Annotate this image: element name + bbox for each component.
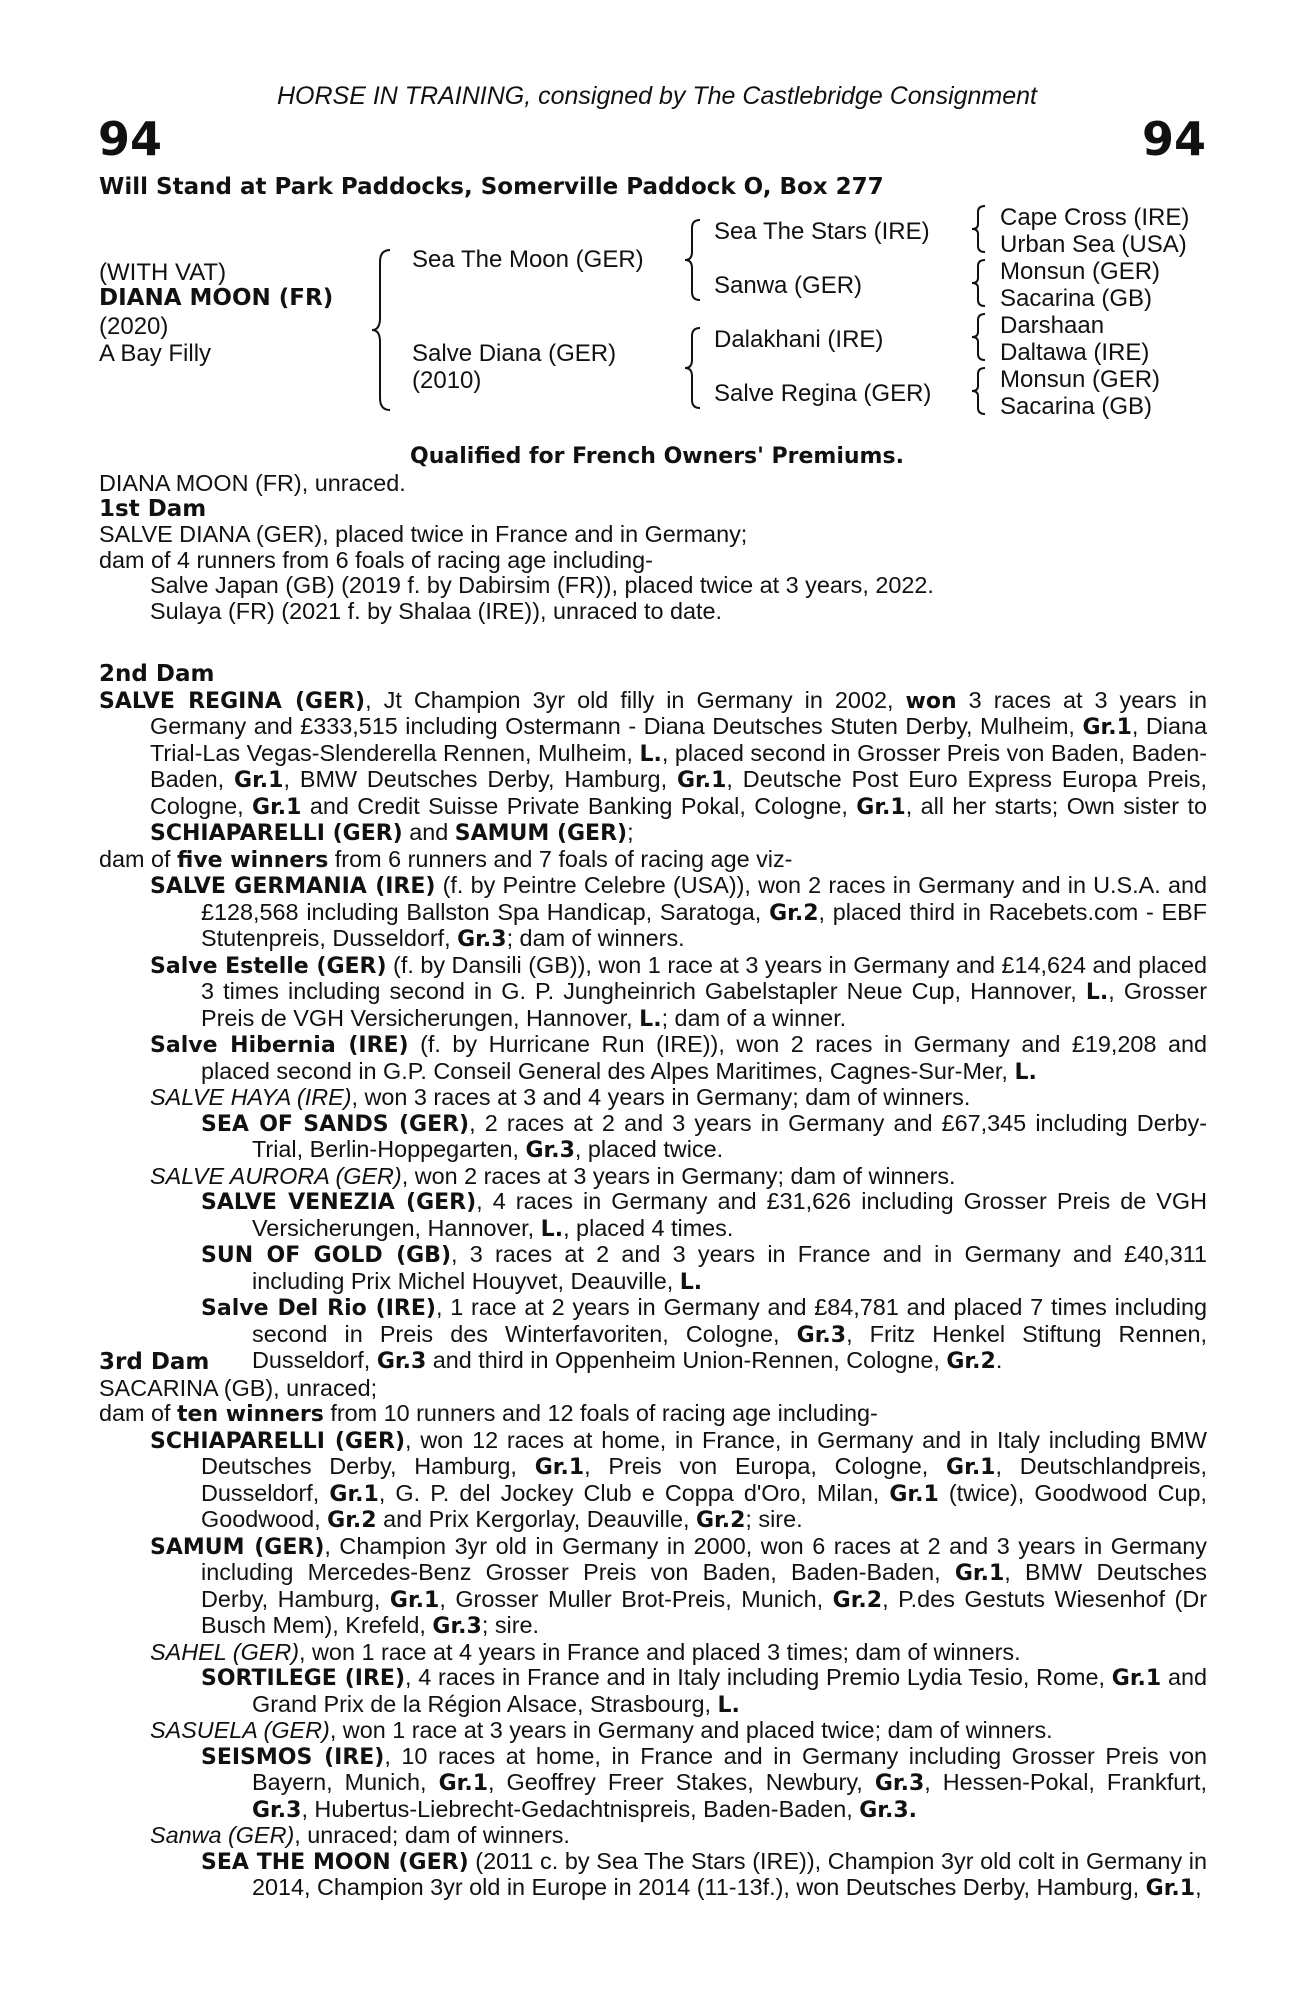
second-dam-section <box>99 662 1207 1375</box>
text: , Jt Champion 3yr old filly in Germany in 2002, <box>365 686 906 713</box>
text: , won 1 race at 4 years in France and placed 3 times; dam of winners. <box>299 1638 1021 1665</box>
grade-label: Gr.3 <box>252 1797 302 1823</box>
text: , placed third in Racebets.com - EBF Stutenpreis, Dusseldorf, <box>201 898 1207 951</box>
grade-label: Gr.3. <box>859 1797 918 1823</box>
text: , BMW Deutsches Derby, Hamburg, <box>201 1559 1207 1612</box>
listed-label: L. <box>717 1692 740 1718</box>
text: , all her starts; Own sister to <box>905 792 1207 819</box>
produce-entry <box>99 1032 1207 1085</box>
stand-location: Will Stand at Park Paddocks, Somerville Paddock O, Box 277 <box>99 174 884 200</box>
produce-entry: Salve Japan (GB) (2019 f. by Dabirsim (FR)), placed twice at 3 years, 2022. <box>150 572 934 598</box>
grade-label: Gr.1 <box>1145 1876 1196 1901</box>
grade-label: Gr.3 <box>376 1349 427 1374</box>
produce-entry <box>99 1534 1207 1640</box>
grade-label: Gr.2 <box>946 1349 996 1374</box>
grade-label: Gr.1 <box>389 1587 440 1613</box>
second-dam-produce-line <box>99 847 1207 874</box>
grade-label: Gr.1 <box>329 1481 379 1507</box>
grandproduce-entry <box>99 1242 1207 1295</box>
pedigree-brace-dam <box>683 326 703 410</box>
grade-label: Gr.1 <box>676 768 727 793</box>
text: , won 3 races at 3 and 4 years in Germany; dam of winners. <box>351 1084 971 1110</box>
listed-label: L. <box>1014 1059 1037 1085</box>
vat-note: (WITH VAT) <box>99 259 227 286</box>
text: , 4 races in Germany and £31,626 including Grosser Preis de VGH Versicherungen, Hannover, <box>252 1188 1207 1241</box>
grade-label: Gr.2 <box>832 1587 883 1613</box>
produce-entry: Sulaya (FR) (2021 f. by Shalaa (IRE)), unraced to date. <box>150 597 723 624</box>
text: and Credit Suisse Private Banking Pokal, Cologne, <box>301 792 857 819</box>
horse-name: SALVE REGINA (GER) <box>99 688 366 714</box>
pedigree-ss: Sea The Stars (IRE) <box>714 218 930 245</box>
horse-name: Salve Hibernia (IRE) <box>150 1033 409 1058</box>
first-dam-section <box>99 471 1207 624</box>
horse-year: (2020) <box>99 313 169 340</box>
text: ; sire. <box>745 1506 803 1532</box>
pedigree-brace-sd <box>970 258 988 308</box>
grade-label: Gr.3 <box>796 1322 847 1348</box>
grade-label: Gr.1 <box>534 1455 585 1480</box>
horse-name: SAHEL (GER) <box>150 1638 300 1665</box>
pedigree-dsd: Daltawa (IRE) <box>1000 339 1150 366</box>
grade-label: Gr.1 <box>889 1481 939 1507</box>
text: ; dam of a winner. <box>661 1004 847 1031</box>
text: , Deutsche Post Euro Express Europa Preis, Cologne, <box>150 766 1207 819</box>
horse-name: Salve Del Rio (IRE) <box>201 1296 436 1321</box>
horse-name: SCHIAPARELLI (GER) <box>150 821 403 846</box>
listed-label: L. <box>1085 980 1109 1005</box>
horse-name: SUN OF GOLD (GB) <box>201 1243 452 1268</box>
grandproduce-entry <box>99 1665 1207 1718</box>
text: and third in Oppenheim Union-Rennen, Cologne, <box>426 1347 947 1373</box>
text: . <box>995 1347 1003 1373</box>
pedigree-brace-dd <box>970 366 988 416</box>
produce-entry <box>99 1718 1207 1744</box>
text: , Diana Trial-Las Vegas-Slenderella Rennen, Mulheim, <box>150 713 1207 766</box>
horse-name: SORTILEGE (IRE) <box>201 1666 406 1691</box>
pedigree-ds: Dalakhani (IRE) <box>714 326 884 353</box>
pedigree-sds: Monsun (GER) <box>1000 258 1161 285</box>
grade-label: Gr.1 <box>856 794 906 820</box>
text: , P.des Gestuts Wiesenhof (Dr Busch Mem), Krefeld, <box>201 1585 1208 1638</box>
pedigree-brace-main <box>370 248 394 412</box>
horse-name: SAMUM (GER) <box>454 821 628 846</box>
listed-label: L. <box>679 1269 703 1295</box>
text: from 10 runners and 12 foals of racing age including- <box>323 1400 878 1426</box>
grade-label: Gr.1 <box>1082 715 1132 740</box>
grade-label: Gr.3 <box>874 1771 925 1796</box>
grandproduce-entry <box>99 1849 1207 1902</box>
catalogue-header: HORSE IN TRAINING, consigned by The Castlebridge Consignment <box>276 82 1038 110</box>
text: dam of <box>99 1400 178 1426</box>
text: , <box>1195 1874 1202 1900</box>
horse-name: SALVE AURORA (GER) <box>150 1162 402 1189</box>
text: , G. P. del Jockey Club e Coppa d'Oro, Milan, <box>378 1479 890 1506</box>
grandproduce-entry <box>99 1111 1207 1164</box>
text: 3 races at 3 years in Germany and £333,515 including Ostermann - Diana Deutsches Stuten Derby, Mulheim, <box>150 686 1207 739</box>
text: and Prix Kergorlay, Deauville, <box>376 1506 696 1532</box>
horse-name: SCHIAPARELLI (GER) <box>150 1428 406 1454</box>
pedigree-ssd: Urban Sea (USA) <box>1000 231 1187 258</box>
grade-label: Gr.2 <box>695 1508 746 1533</box>
text: (f. by Peintre Celebre (USA)), won 2 races in Germany and in U.S.A. and £128,568 including Ballston Spa Handicap, Saratoga, <box>201 872 1207 925</box>
text: (twice), Goodwood Cup, Goodwood, <box>201 1479 1207 1532</box>
grade-label: Gr.3 <box>457 927 507 952</box>
listed-label: L. <box>639 741 662 767</box>
lot-number-left: 94 <box>98 112 163 166</box>
grandproduce-entry <box>99 1189 1207 1242</box>
grade-label: Gr.1 <box>438 1771 488 1796</box>
winners-count: five winners <box>177 847 329 873</box>
pedigree-dam-year: (2010) <box>412 367 482 394</box>
pedigree-dds: Monsun (GER) <box>1000 366 1161 393</box>
third-dam-section <box>99 1350 1207 1902</box>
text: (f. by Hurricane Run (IRE)), won 2 races in Germany and £19,208 and placed second in G.P. Conseil General des Alpes Maritimes, Cagnes-Sur-Mer, <box>201 1031 1207 1084</box>
horse-description: A Bay Filly <box>99 340 212 367</box>
produce-entry <box>99 1640 1207 1666</box>
second-dam-entry <box>99 688 1207 847</box>
third-dam-line: SACARINA (GB), unraced; <box>99 1374 378 1401</box>
first-dam-produce-line: dam of 4 runners from 6 foals of racing age including- <box>99 546 653 573</box>
text: , Grosser Muller Brot-Preis, Munich, <box>439 1585 833 1612</box>
text: , placed twice. <box>574 1136 724 1162</box>
text: , Deutschlandpreis, Dusseldorf, <box>201 1453 1207 1506</box>
listed-label: L. <box>540 1216 564 1242</box>
pedigree-sd: Sanwa (GER) <box>714 272 863 299</box>
text: from 6 runners and 7 foals of racing age viz- <box>328 845 793 872</box>
winners-count: ten winners <box>177 1402 324 1427</box>
text: , 3 races at 2 and 3 years in France and in Germany and £40,311 including Prix Michel Houyvet, Deauville, <box>252 1241 1207 1294</box>
grade-label: Gr.1 <box>954 1561 1005 1586</box>
grade-label: Gr.2 <box>769 900 819 926</box>
horse-name: SEISMOS (IRE) <box>201 1744 385 1770</box>
grade-label: Gr.1 <box>252 794 302 820</box>
pedigree-brace-ss <box>970 204 988 254</box>
produce-entry <box>99 873 1207 953</box>
horse-name: SALVE VENEZIA (GER) <box>201 1190 477 1215</box>
first-dam-heading: 1st Dam <box>99 495 207 522</box>
won-label: won <box>905 688 957 714</box>
horse-name: SALVE GERMANIA (IRE) <box>150 874 436 899</box>
text: , BMW Deutsches Derby, Hamburg, <box>283 766 677 792</box>
text: , Champion 3yr old in Germany in 2000, won 6 races at 2 and 3 years in Germany including Mercedes-Benz Grosser Preis von Baden, Baden-Baden, <box>201 1532 1207 1585</box>
first-dam-line: SALVE DIANA (GER), placed twice in France and in Germany; <box>99 521 748 547</box>
horse-name: SALVE HAYA (IRE) <box>150 1084 352 1110</box>
pedigree-sire: Sea The Moon (GER) <box>412 246 644 273</box>
horse-name: SEA THE MOON (GER) <box>201 1849 469 1875</box>
grandproduce-entry <box>99 1744 1207 1824</box>
lot-number-right: 94 <box>1141 112 1206 166</box>
produce-entry <box>99 953 1207 1033</box>
grade-label: Gr.1 <box>1111 1666 1162 1691</box>
horse-summary: DIANA MOON (FR), unraced. <box>99 470 406 496</box>
text: , Geoffrey Freer Stakes, Newbury, <box>488 1769 875 1795</box>
text: , Hessen-Pokal, Frankfurt, <box>924 1769 1207 1795</box>
pedigree-dss: Darshaan <box>1000 312 1105 339</box>
third-dam-heading: 3rd Dam <box>99 1349 210 1375</box>
horse-name: Salve Estelle (GER) <box>150 953 387 979</box>
text: , 4 races in France and in Italy including Premio Lydia Tesio, Rome, <box>405 1664 1112 1690</box>
text: ; <box>627 819 634 845</box>
text: , won 12 races at home, in France, in Germany and in Italy including BMW Deutsches Derby, Hamburg, <box>201 1426 1207 1479</box>
third-dam-produce-line <box>99 1401 1207 1428</box>
text: , won 2 races at 3 years in Germany; dam of winners. <box>401 1162 956 1189</box>
horse-name: SAMUM (GER) <box>150 1534 325 1560</box>
text: (f. by Dansili (GB)), won 1 race at 3 years in Germany and £14,624 and placed 3 times including second in G. P. Jungheinrich Gabelstapler Neue Cup, Hannover, <box>201 951 1208 1004</box>
pedigree-sdd: Sacarina (GB) <box>1000 285 1153 312</box>
text: dam of <box>99 845 178 872</box>
pedigree-brace-ds <box>970 312 988 362</box>
horse-name: SASUELA (GER) <box>150 1717 330 1743</box>
pedigree-brace-sire <box>683 218 703 302</box>
grade-label: Gr.3 <box>432 1614 482 1639</box>
produce-entry <box>99 1164 1207 1190</box>
pedigree-ddd: Sacarina (GB) <box>1000 393 1153 420</box>
text: (2011 c. by Sea The Stars (IRE)), Champion 3yr old colt in Germany in 2014, Champion 3yr old in Europe in 2014 (11-13f.), won Deutsches Derby, Hamburg, <box>252 1847 1207 1900</box>
second-dam-heading: 2nd Dam <box>99 661 215 687</box>
text: , 2 races at 2 and 3 years in Germany and £67,345 including Derby-Trial, Berlin-Hoppegarten, <box>252 1109 1207 1162</box>
produce-entry <box>99 1428 1207 1534</box>
text: and Grand Prix de la Région Alsace, Strasbourg, <box>252 1664 1207 1717</box>
text: , placed second in Grosser Preis von Baden, Baden-Baden, <box>150 739 1207 792</box>
text: , Grosser Preis de VGH Versicherungen, Hannover, <box>201 978 1207 1031</box>
text: ; dam of winners. <box>506 925 685 951</box>
text: , Hubertus-Liebrecht-Gedachtnispreis, Baden-Baden, <box>301 1795 860 1822</box>
text: , unraced; dam of winners. <box>294 1822 570 1848</box>
text: and <box>402 819 455 845</box>
pedigree-sss: Cape Cross (IRE) <box>1000 204 1190 231</box>
pedigree-dd: Salve Regina (GER) <box>714 380 932 407</box>
horse-name: Sanwa (GER) <box>150 1822 295 1848</box>
produce-entry <box>99 1085 1207 1111</box>
text: , placed 4 times. <box>563 1214 734 1241</box>
qualified-note: Qualified for French Owners' Premiums. <box>410 444 904 469</box>
grade-label: Gr.1 <box>946 1455 996 1480</box>
horse-name: DIANA MOON (FR) <box>99 285 334 311</box>
text: , 1 race at 2 years in Germany and £84,781 and placed 7 times including second in Preis des Winterfavoriten, Cologne, <box>252 1294 1207 1347</box>
horse-name: SEA OF SANDS (GER) <box>201 1111 470 1137</box>
grade-label: Gr.2 <box>327 1508 377 1533</box>
text: ; sire. <box>481 1612 540 1638</box>
produce-entry <box>99 1823 1207 1849</box>
listed-label: L. <box>639 1006 662 1032</box>
text: , 10 races at home, in France and in Germany including Grosser Preis von Bayern, Munich, <box>252 1742 1207 1795</box>
pedigree-dam: Salve Diana (GER) <box>412 340 617 367</box>
text: , Preis von Europa, Cologne, <box>584 1453 947 1479</box>
text: , won 1 race at 3 years in Germany and placed twice; dam of winners. <box>329 1717 1053 1743</box>
grade-label: Gr.1 <box>234 768 284 793</box>
grade-label: Gr.3 <box>525 1138 575 1163</box>
text: , Fritz Henkel Stiftung Rennen, Dusseldorf, <box>252 1320 1207 1373</box>
